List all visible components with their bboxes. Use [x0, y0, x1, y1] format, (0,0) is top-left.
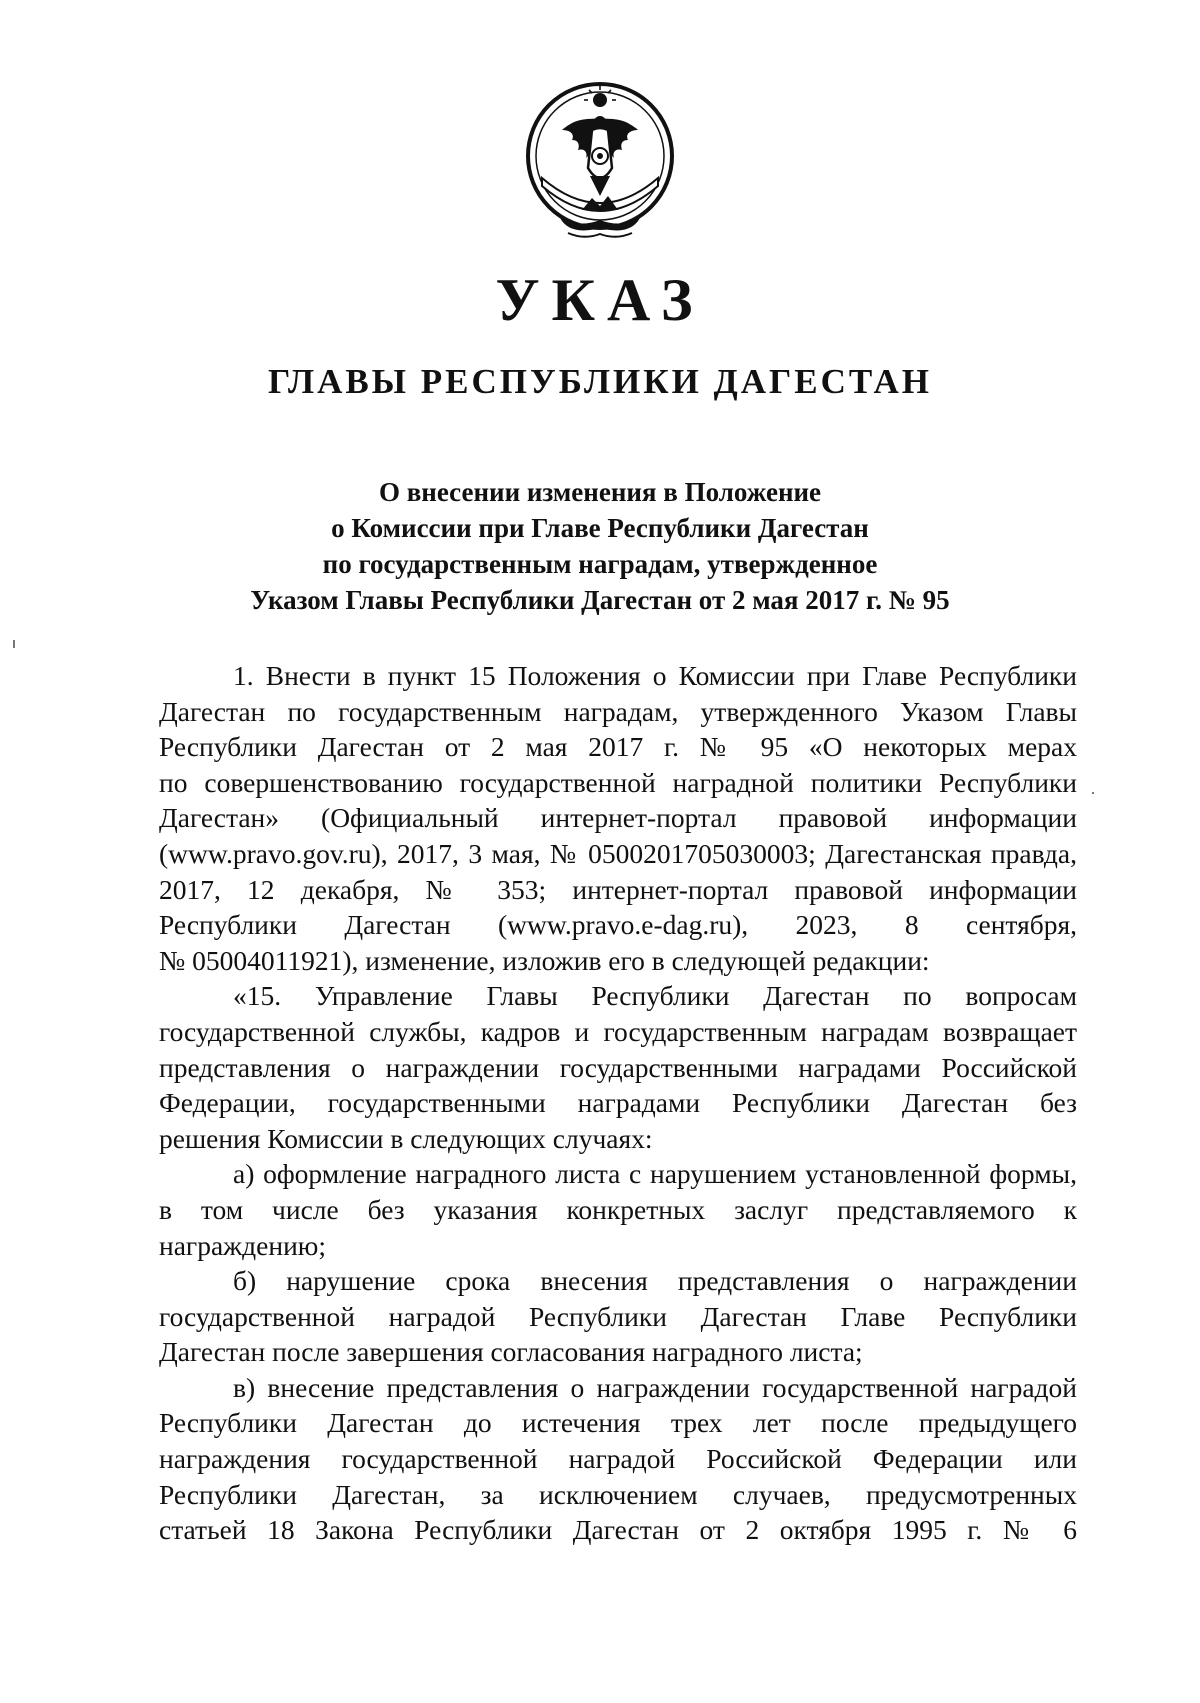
body-line: № 05004011921), изменение, изложив его в следующей редакции: — [159, 944, 930, 976]
body-line: решения Комиссии в следующих случаях: — [159, 1122, 653, 1154]
body-line: статьей 18 Закона Республики Дагестан от 2 октября 1995 г. № 6 — [159, 1514, 1077, 1546]
body-line: Федерации, государственными наградами Республики Дагестан без — [159, 1087, 1077, 1119]
body-line: Дагестан по государственным наградам, утвержденного Указом Главы — [159, 695, 1077, 727]
title-line: Указом Главы Республики Дагестан от 2 мая 2017 г. № 95 — [250, 585, 950, 615]
body-line: 2017, 12 декабря, № 353; интернет-портал правовой информации — [159, 873, 1077, 905]
title-line: по государственным наградам, утвержденное — [322, 549, 878, 579]
scan-speck — [13, 640, 15, 648]
decree-body — [159, 658, 1077, 1548]
coat-of-arms-icon — [519, 78, 681, 248]
issuer-heading: ГЛАВЫ РЕСПУБЛИКИ ДАГЕСТАН — [268, 362, 932, 401]
body-line: Республики Дагестан до истечения трех лет после предыдущего — [159, 1407, 1077, 1439]
body-line: 1. Внести в пункт 15 Положения о Комиссии при Главе Республики — [233, 660, 1077, 691]
body-line: представления о награждении государственными наградами Российской — [159, 1051, 1077, 1083]
body-line: государственной наградой Республики Дагестан Главе Республики — [159, 1300, 1077, 1332]
body-line: «15. Управление Главы Республики Дагестан по вопросам — [233, 980, 1077, 1012]
title-line: о Комиссии при Главе Республики Дагестан — [331, 513, 869, 543]
body-line: Республики Дагестан от 2 мая 2017 г. № 95 «О некоторых мерах — [159, 731, 1077, 763]
title-line: О внесении изменения в Положение — [378, 477, 822, 507]
body-line: Дагестан» (Официальный интернет-портал правовой информации — [159, 802, 1077, 834]
body-line: в) внесение представления о награждении государственной наградой — [233, 1371, 1077, 1403]
body-line: Республики Дагестан (www.pravo.e-dag.ru), 2023, 8 сентября, — [159, 909, 1077, 941]
scan-speck — [1092, 792, 1094, 794]
body-line: б) нарушение срока внесения представления о награждении — [233, 1265, 1077, 1297]
decree-title — [200, 474, 1000, 618]
body-line: Дагестан после завершения согласования наградного листа; — [159, 1336, 863, 1368]
body-line: награждения государственной наградой Российской Федерации или — [159, 1443, 1077, 1475]
body-line: Республики Дагестан, за исключением случаев, предусмотренных — [159, 1478, 1077, 1510]
body-line: в том числе без указания конкретных заслуг представляемого к — [159, 1193, 1077, 1225]
body-line: государственной службы, кадров и государственным наградам возвращает — [159, 1015, 1077, 1047]
body-line: (www.pravo.gov.ru), 2017, 3 мая, № 0500201705030003; Дагестанская правда, — [159, 837, 1077, 869]
body-line: по совершенствованию государственной наградной политики Республики — [159, 766, 1077, 798]
body-line: а) оформление наградного листа с нарушением установленной формы, — [233, 1158, 1077, 1190]
document-type-heading: УКАЗ — [495, 267, 705, 333]
body-line: награждению; — [159, 1229, 326, 1261]
